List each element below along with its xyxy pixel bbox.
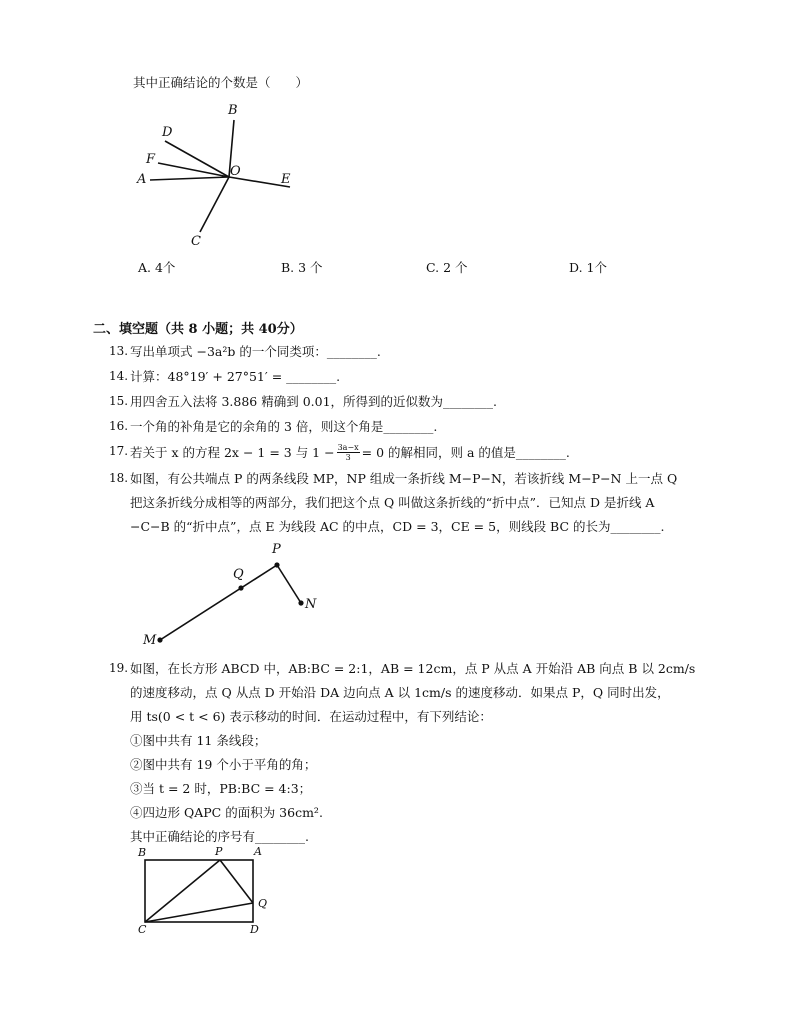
q18-label-P: P [272, 542, 281, 557]
q17-text-a: 若关于 x 的方程 2x − 1 = 3 与 1 − [130, 444, 335, 460]
q12-stem-tail: 其中正确结论的个数是（ ） [133, 75, 309, 90]
q12-label-E: E [281, 172, 291, 187]
q19-label-B: B [138, 846, 147, 859]
q18-line-1: 如图，有公共端点 P 的两条线段 MP，NP 组成一条折线 M−P−N，若该折线 M−P−N 上一点 Q [130, 471, 678, 486]
q12-option-b[interactable]: B. 3 个 [281, 260, 323, 275]
segment-CP [145, 860, 220, 922]
q12-option-c[interactable]: C. 2 个 [426, 260, 468, 275]
q14-number: 14. [109, 369, 129, 383]
q12-label-D: D [162, 125, 173, 140]
q19-line-2: 的速度移动，点 Q 从点 D 开始沿 DA 边向点 A 以 1cm/s 的速度移动．如果点 P，Q 同时出发， [130, 685, 670, 700]
q13-text: 写出单项式 −3a²b 的一个同类项：________. [130, 344, 381, 359]
q12-label-C: C [191, 234, 201, 249]
q19-label-D: D [250, 923, 259, 936]
q13-number: 13. [109, 344, 129, 358]
segment-CQ [145, 903, 253, 922]
q19-line-3: 用 ts(0 < t < 6) 表示移动的时间．在运动过程中，有下列结论： [130, 709, 492, 724]
q19-question: 其中正确结论的序号有________. [130, 829, 309, 844]
q16-number: 16. [109, 419, 129, 433]
q17-text-b: = 0 的解相同，则 a 的值是________. [361, 444, 570, 460]
q19-line-1: 如图，在长方形 ABCD 中，AB:BC = 2:1，AB = 12cm，点 P 从点 A 开始沿 AB 向点 B 以 2cm/s [130, 661, 696, 676]
q15-number: 15. [109, 394, 129, 408]
q19-label-Q: Q [258, 897, 268, 910]
q12-option-a[interactable]: A. 4个 [138, 260, 176, 275]
q17-number: 17. [109, 444, 129, 458]
segment-PQ [220, 860, 253, 903]
q18-label-Q: Q [233, 567, 244, 582]
q19-conclusion-1: ①图中共有 11 条线段； [130, 733, 267, 748]
q19-conclusion-3: ③当 t = 2 时，PB:BC = 4:3； [130, 781, 312, 796]
q17-fraction-denominator: 3 [345, 453, 351, 462]
q12-label-B: B [228, 103, 238, 118]
q18-line-3: −C−B 的“折中点”，点 E 为线段 AC 的中点，CD = 3，CE = 5，则线段 BC 的长为________. [130, 519, 665, 534]
q12-label-F: F [146, 152, 156, 167]
q15-text: 用四舍五入法将 3.886 精确到 0.01，所得到的近似数为________. [130, 394, 498, 409]
q18-label-N: N [305, 597, 317, 612]
q17-fraction-numerator: 3a−x [337, 443, 359, 452]
q16-text: 一个角的补角是它的余角的 3 倍，则这个角是________. [130, 419, 438, 434]
section-heading: 二、填空题（共 8 小题；共 40分） [93, 322, 303, 337]
q12-label-O: O [230, 164, 241, 179]
q19-number: 19. [109, 661, 129, 675]
q19-conclusion-4: ④四边形 QAPC 的面积为 36cm². [130, 805, 323, 820]
q19-label-C: C [138, 923, 147, 936]
q14-text: 计算：48°19′ + 27°51′ = ________. [130, 369, 341, 384]
q19-conclusion-2: ②图中共有 19 个小于平角的角； [130, 757, 317, 772]
q19-label-P: P [215, 845, 223, 858]
q18-line-2: 把这条折线分成相等的两部分，我们把这个点 Q 叫做这条折线的“折中点”．已知点 D 是折线 A [130, 495, 655, 510]
q19-label-A: A [254, 845, 262, 858]
q12-label-A: A [137, 172, 147, 187]
q18-label-M: M [143, 633, 157, 648]
q12-option-d[interactable]: D. 1个 [569, 260, 607, 275]
q18-number: 18. [109, 471, 129, 485]
